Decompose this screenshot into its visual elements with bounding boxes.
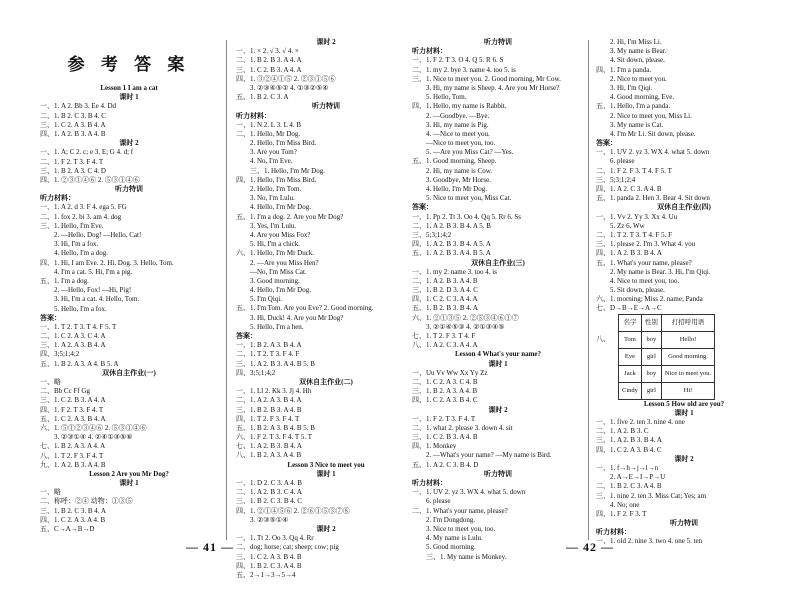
col2-line: 二、1. T 2. T 3. F 4. F: [236, 350, 300, 359]
col3-line: 四、1. Hello, my name is Rabbit.: [412, 102, 507, 111]
col3-line: 五、1. A 2. C 3. B 4. D: [412, 460, 479, 469]
col3-line: 七、1. T 2. F 3. T 4. F: [412, 332, 476, 340]
page-number-right: — 42 —: [566, 540, 614, 554]
col3-line: 4. Hello, I'm Mr Dog.: [426, 185, 487, 193]
col4_top-line: 4. Nice to meet you, too.: [610, 276, 680, 285]
table-header-cell: 打招呼用语: [661, 314, 714, 331]
col3-line: 2. —What's your name? —My name is Bird.: [426, 451, 552, 460]
col1-line: 双休自主作业(一): [102, 368, 156, 377]
column-2: [236, 38, 416, 580]
col3-line: 三、1. My name is Monkey.: [426, 552, 507, 561]
col4_top-line: 5. Sit down, please.: [610, 286, 665, 295]
col2-line: 五、1. I'm a dog. 2. Are you Mr Dog?: [236, 212, 344, 221]
column-3: [412, 38, 584, 562]
col3-line: 听力材料：: [412, 479, 447, 487]
col1-line: 一、1. T 2. T 3. T 4. F 5. T: [40, 322, 117, 331]
col2-line: 五、1. B 2. A 3. B 4. B 5. B: [236, 423, 315, 432]
col3-line: 2. I'm Dongdong.: [426, 515, 476, 524]
col3-line: 5. Nice to meet you, Miss Cat.: [426, 194, 512, 203]
col2-line: 一、1. × 2. √ 3. √ 4. ×: [236, 47, 299, 56]
col3-line: 四、1. C 2. A 3. B 4. C: [412, 396, 478, 405]
col4_top-line: 3. My name is Bear.: [610, 47, 667, 56]
col3-line: 听力特训: [484, 469, 512, 478]
column-4: [596, 38, 772, 547]
col4_bottom-line: 课时 2: [674, 454, 694, 463]
col3-line: 一、Uu Vv Ww Xx Yy Zz: [412, 368, 488, 377]
col1-line: 六、1. ⑤①②③④⑥ 2. ⑤③①④⑥: [40, 423, 147, 432]
col4_top-line: 三、5;3;1;2;4: [596, 175, 636, 184]
col1-line: Lesson 1 I am a cat: [100, 84, 158, 92]
col4_bottom-line: 四、1. F 2. F 3. T: [596, 509, 647, 518]
col2-line: 4. Hello, I'm Mr Dog.: [250, 203, 311, 212]
col3-line: 五、1. A 2. B 3. A 4. B 5. A: [412, 249, 491, 258]
col1-line: 2. —Hello, Fox! —Hi, Pig!: [54, 286, 132, 295]
col2-line: 六、1. F 2. T 3. F 4. T 5. T: [236, 433, 312, 442]
col3-line: 一、1. Pp 2. Tt 3. Oo 4. Qq 5. Rr 6. Ss: [412, 212, 521, 221]
table-row: [619, 331, 715, 348]
table-row: [619, 365, 715, 382]
col1-line: 一、1. A 2. d 3. F 4. ega 5. FG: [40, 203, 127, 212]
col4_top-line: 2. Hi, I'm Miss Li.: [610, 38, 662, 46]
col1-line: 3. Hi, I'm a fox.: [54, 240, 99, 249]
col3-line: 二、1. C 2. A 3. C 4. B: [412, 377, 478, 386]
col4_bottom-line: Lesson 5 How old are you?: [643, 399, 725, 408]
col2-line: 一、1. N 2. L 3. L 4. B: [236, 120, 302, 129]
col1-line: 二、1. F 2. T 3. F 4. T: [40, 157, 104, 166]
col1-line: 4. I'm a cat. 5. Hi, I'm a pig.: [54, 267, 133, 276]
col3-line: 5. Hello, Tom.: [426, 93, 467, 102]
col4_top-line: 4. Sit down, please.: [610, 56, 665, 65]
col2-line: 五、1. B 2. C 3. A: [236, 93, 289, 102]
col3-line: 五、1. Good morning, Sheep.: [412, 157, 497, 166]
col3-line: 一、1. my 2. name 3. too 4. is: [412, 267, 497, 276]
column-divider: [588, 40, 589, 540]
col2-line: 4. Are you Miss Fox?: [250, 230, 311, 239]
col2-line: 三、1. C 2. B 3. A 4. A: [236, 65, 302, 74]
col1-line: 三、1. B 2. C 3. B 4. A: [40, 506, 106, 515]
col4_bottom-line: 听力特训: [670, 519, 698, 528]
col1-line: 答案：: [40, 313, 61, 322]
col2-line: 答案：: [236, 332, 257, 340]
col2-line: 二、1. A 2. B 3. C 4. A: [236, 488, 302, 497]
col1-line: 五、1. C 2. A 3. B 4. A: [40, 414, 106, 423]
col3-line: —Nice to meet you, too.: [426, 139, 496, 148]
col4_top-line: 双休自主作业(四): [657, 203, 711, 212]
col2-line: 四、1. T 2. F 3. F 4. T: [236, 414, 300, 423]
col2-line: 听力特训: [312, 102, 340, 111]
col1-line: 四、1. ②③①④⑥ 2. ⑤③①④⑥: [40, 175, 140, 184]
col3-line: 二、1. my 2. bye 3. name 4. too 5. is: [412, 65, 516, 74]
col2-line: 四、3;5;1;4;2: [236, 368, 276, 377]
col4_bottom-line: 一、1. old 2. nine 3. two 4. one 5. ten: [596, 537, 703, 546]
table-label: 八、: [596, 334, 610, 343]
col3-line: 一、1. UV 2. yz 3. WX 4. what 5. down: [412, 488, 526, 497]
col2-line: 八、1. B 2. A 3. A 4. B: [236, 451, 302, 460]
col2-line: Lesson 3 Nice to meet you: [287, 460, 365, 469]
col1-line: 二、1. C 2. A 3. C 4. A: [40, 332, 106, 341]
col3-line: 一、1. F 2. T 3. F 4. T: [412, 414, 476, 423]
col3-line: 四、1. Monkey: [412, 442, 457, 451]
col3-line: 三、1. Nice to meet you. 2. Good morning, Mr Cow.: [412, 74, 561, 83]
col2-line: 课时 2: [316, 38, 336, 46]
col1-line: 五、1. I'm a dog.: [40, 276, 89, 285]
col3-line: 听力材料：: [412, 47, 447, 56]
col1-line: 一、1. A 2. Bb 3. Ee 4. Dd: [40, 102, 117, 111]
col2-line: 三、1. B 2. C 3. B 4. C: [236, 497, 302, 506]
col2-line: 课时 2: [316, 524, 336, 533]
col2-line: 一、1. Tt 2. Oo 3. Qq 4. Rr: [236, 534, 314, 543]
col3-line: 听力特训: [484, 38, 512, 46]
col3-line: 3. Nice to meet you, too.: [426, 524, 496, 533]
col2-line: 4. No, I'm Eve.: [250, 157, 293, 166]
col2-line: 五、1. I'm Tom. Are you Eve? 2. Good morning.: [236, 304, 374, 313]
col4_top-line: 四、1. A 2. B 3. B 4. A: [596, 249, 662, 258]
col4_top-line: 七、D→B→E→A→C: [596, 304, 662, 313]
col3-line: 2. Hi, my name is Cow.: [426, 166, 493, 175]
col3-line: 八、1. A 2. C 3. A 4. A: [412, 341, 478, 350]
col1-line: 三、1. B 2. A 3. C 4. D: [40, 166, 106, 175]
col4_bottom-line: 一、1. f→h→j→l→n: [596, 463, 659, 472]
col1-line: 一、略: [40, 488, 61, 497]
col1-line: 三、1. A 2. A 3. B 4. A: [40, 341, 106, 350]
col4_top-line: 6. please: [610, 157, 635, 166]
col4_bottom-line: 听力材料：: [596, 528, 631, 537]
col1-line: 九、1. A 2. B 3. A 4. B: [40, 460, 106, 469]
col2-line: 4. Hello, I'm Mr Dog.: [250, 286, 311, 295]
col4_top-line: 二、1. F 2. F 3. T 4. F 5. T: [596, 166, 672, 175]
col4_bottom-line: 三、1. A 2. B 3. B 4. A: [596, 436, 662, 445]
col3-line: 3. Hi, my name is Sheep. 4. Are you Mr Horse?: [426, 83, 560, 92]
col1-line: 八、1. T 2. F 3. F 4. T: [40, 451, 104, 460]
col4_top-line: 五、1. What's your name, please?: [596, 258, 692, 267]
col2-line: 3. ②③⑤①④: [250, 515, 289, 524]
col1-line: 听力材料：: [40, 194, 75, 203]
col3-line: 二、1. What's your name, please?: [412, 506, 508, 515]
col2-line: 听力材料：: [236, 111, 271, 120]
table-cell: Good morning.: [661, 348, 714, 365]
col1-line: 三、1. C 2. A 3. B 4. A: [40, 120, 106, 129]
col4_top-line: 4. I'm Mr Li. Sit down, please.: [610, 129, 696, 138]
col4_top-line: 2. Nice to meet you.: [610, 74, 667, 83]
col4_bottom-line: 三、1. nine 2. ten 3. Miss Cat; Yes; am: [596, 491, 707, 500]
col4_top-line: 一、1. UV 2. yz 3. WX 4. what 5. down: [596, 148, 710, 157]
col3-line: 答案：: [412, 203, 433, 212]
col3-line: 三、1. B 2. D 3. A 4. C: [412, 286, 478, 295]
col2-line: 七、1. A 2. B 3. B 4. A: [236, 442, 302, 451]
col4_top-line: 2. My name is Bear. 3. Hi, I'm Qiqi.: [610, 267, 711, 276]
col2-line: 3. Good morning.: [250, 276, 300, 285]
table-row: [619, 382, 715, 399]
col2-line: 2. Hello, I'm Miss Bird.: [250, 139, 317, 148]
col2-line: 一、1. B 2. A 3. B 4. A: [236, 341, 302, 350]
page-title: 参 考 答 案: [67, 55, 191, 74]
col4_top-line: 答案：: [596, 139, 617, 148]
table-header-cell: 性别: [641, 314, 661, 331]
col2-line: 3. Hi, Duck! 4. Are you Mr Dog?: [250, 313, 344, 322]
col4_bottom-line: 4. No; one: [610, 500, 640, 509]
col4_bottom-line: 二、1. A 2. B 3. C: [596, 427, 649, 436]
col1-line: 一、略: [40, 378, 61, 386]
col4_top-line: 一、1. Vv 2. Yy 3. Xx 4. Uu: [596, 212, 678, 221]
col4_top-line: 四、1. A 2. C 3. A 4. B: [596, 185, 662, 193]
col2-line: 2. —Are you Miss Hen?: [250, 258, 319, 267]
col2-line: 四、1. ③②④①⑤ 2. ②③①⑤⑥: [236, 74, 336, 83]
col2-line: 2. Hello, I'm Tom.: [250, 185, 302, 193]
col1-line: 二、1. B 2. C 3. B 4. C: [40, 111, 106, 120]
col3-line: 三、5;3;1;4;2: [412, 230, 452, 239]
column-divider: [226, 40, 227, 540]
col4_bottom-line: 四、1. C 2. A 3. B 4. C: [596, 445, 662, 454]
col3-line: 四、1. A 2. B 3. B 4. A 5. A: [412, 240, 491, 249]
col2-line: 六、1. Hello, I'm Mr Duck.: [236, 249, 315, 258]
col1-line: 四、1. A 2. B 3. A 4. B: [40, 129, 106, 138]
col2-line: 3. Are you Tom?: [250, 148, 297, 157]
table-cell: Nice to meet you.: [661, 365, 714, 382]
col3-line: Lesson 4 What's your name?: [454, 350, 542, 359]
col1-line: 3. Hi, I'm a cat. 4. Hello, Tom.: [54, 295, 140, 304]
col2-line: 一、1. D 2. C 3. A 4. B: [236, 479, 302, 487]
col2-line: 3. No, I'm Lulu.: [250, 194, 295, 203]
col4_bottom-line: 二、1. B 2. C 3. A 4. B: [596, 482, 662, 491]
col1-line: 5. Hello, I'm a fox.: [54, 304, 107, 313]
col2-line: 3. ②③④⑤① 4. ①③②⑤④: [250, 83, 329, 92]
col3-line: 6. please: [426, 497, 451, 506]
col1-line: Lesson 2 Are you Mr Dog?: [89, 469, 169, 478]
col1-line: 五、1. B 2. A 3. A 4. B 5. A: [40, 359, 119, 368]
col3-line: 课时 1: [488, 359, 508, 368]
col4_bottom-line: 课时 1: [674, 408, 694, 417]
col1-line: 2. —Hello, Dog! —Hello, Cat!: [54, 231, 142, 239]
col2-line: 四、1. ②①④⑤⑥ 2. ②⑥①⑤③⑦⑧: [236, 506, 350, 515]
right-page: [400, 0, 800, 598]
col3-line: 三、1. C 2. B 3. A 4. B: [412, 433, 478, 442]
col1-line: 课时 2: [119, 139, 139, 148]
col3-line: 2. —Goodbye. —Bye.: [426, 111, 490, 120]
col3-line: 六、1. ②①③⑤ 2. ②⑤③④⑥①⑦: [412, 313, 519, 322]
table-cell: girl: [641, 348, 661, 365]
col2-line: 5. Hello, I'm a hen.: [250, 322, 304, 331]
col4_bottom-line: 一、1. five 2. ten 3. nine 4. one: [596, 418, 685, 426]
col4_top-line: 三、1. please 2. I'm 3. What 4. you: [596, 240, 696, 249]
col2-line: 二、1. A 2. A 3. B 4. A: [236, 396, 302, 405]
col2-line: 二、1. Hello, Mr Dog.: [236, 129, 301, 138]
col4-bottom-lines: [596, 400, 772, 547]
col1-lines: [40, 84, 218, 534]
column-1: [40, 50, 218, 534]
table-header-row: [619, 314, 715, 331]
table-cell: Hello!: [661, 331, 714, 348]
col2-line: 双休自主作业(二): [299, 377, 353, 386]
table-cell: Cindy: [619, 382, 642, 399]
col4-top-lines: [596, 38, 772, 314]
table-cell: girl: [641, 382, 661, 399]
col4_top-line: 4. Good morning, Eve.: [610, 93, 675, 102]
col1-line: 听力特训: [115, 185, 143, 194]
col2-line: 5. Hi, I'm a chick.: [250, 240, 301, 249]
col4_top-line: 二、1. T 2. T 3. T 4. F 5. F: [596, 230, 672, 239]
table-cell: Hi!: [661, 382, 714, 399]
col1-line: 三、1. Hello, I'm Eve.: [40, 221, 104, 230]
col3-line: 5. Good morning.: [426, 543, 476, 552]
col1-line: 四、1. F 2. T 3. F 4. T: [40, 405, 104, 414]
col2-line: 三、1. A 2. B 3. A 4. B 5. B: [236, 359, 315, 368]
col2-line: 三、1. B 2. B 3. A 4. B: [236, 405, 302, 414]
col2-line: —No, I'm Miss Cat.: [250, 267, 307, 276]
col3-line: 3. Hi, my name is Pig.: [426, 120, 489, 129]
col2-line: 二、dog; horse; cat; sheep; cow; pig: [236, 543, 339, 552]
col1-line: 四、3;5;1;4;2: [40, 350, 80, 359]
col1-line: 二、Bb Cc Ff Gg: [40, 387, 90, 396]
col1-line: 七、1. B 2. A 3. A 4. A: [40, 442, 106, 451]
table-cell: boy: [641, 365, 661, 382]
col4_top-line: 2. Nice to meet you, Miss Li.: [610, 111, 692, 120]
col1-line: 课时 1: [119, 93, 139, 102]
col1-line: 二、称呼：②④ 动物：①③⑤: [40, 497, 133, 506]
col2-line: 三、1. C 2. A 3. B 4. B: [236, 552, 302, 561]
col2-line: 课时 1: [316, 469, 336, 478]
col3-line: 双休自主作业(三): [471, 258, 525, 267]
col1-line: 3. ②③①④ 4. ②④①③⑤⑥: [54, 433, 133, 442]
col4_bottom-line: 2. A→E→I→P→U: [610, 473, 666, 482]
col2-line: 一、1. Ll 2. Kk 3. Jj 4. Hh: [236, 387, 312, 396]
col3-line: 二、1. what 2. please 3. down 4. sit: [412, 423, 513, 432]
col1-line: 四、1. Hi, I am Eve. 2. Hi, Dog. 3. Hello, Tom.: [40, 258, 174, 267]
table-body: [619, 331, 715, 399]
col3-line: 4. My name is Lulu.: [426, 534, 483, 543]
col4_top-line: 五、1. Hello, I'm a panda.: [596, 102, 671, 111]
col1-line: 三、1. C 2. B 3. A 4. A: [40, 396, 106, 405]
col3-line: 4. —Nice to meet you.: [426, 129, 490, 138]
col4_top-line: 五、1. panda 2. Hen 3. Bear 4. Sit down: [596, 194, 710, 203]
col1-line: 五、C→A→B→D: [40, 525, 95, 533]
col3-line: 五、1. B 2. B 3. B 4. A: [412, 304, 478, 313]
col4_top-line: 四、1. I'm a panda.: [596, 65, 652, 74]
col2-line: 四、1. Hello, I'm Miss Bird.: [236, 175, 317, 184]
col2-line: 四、1. B 2. C 3. A 4. B: [236, 561, 302, 570]
table-cell: Eve: [619, 348, 642, 365]
col1-line: 4. Hello, I'm a dog.: [54, 249, 108, 258]
table-cell: boy: [641, 331, 661, 348]
col2-line: 二、1. B 2. B 3. A 4. A: [236, 56, 302, 65]
col3-line: 三、1. B 2. A 3. A 4. B: [412, 387, 478, 396]
table-cell: Jack: [619, 365, 642, 382]
col1-line: 二、1. fox 2. bi 3. am 4. dog: [40, 212, 122, 221]
col3-line: 3. Goodbye, Mr Horse.: [426, 175, 491, 184]
col2-line: 五、2→1→3→5→4: [236, 570, 296, 579]
col4_top-line: 3. My name is Cat.: [610, 120, 664, 129]
col3-line: 3. ②①④⑤③ 4. ②①③④⑤: [426, 322, 505, 331]
greeting-table: [618, 314, 715, 400]
col2-line: 5. I'm Qiqi.: [250, 295, 282, 304]
col3-line: 二、1. A 2. B 3. A 4. B: [412, 276, 478, 285]
col4_top-line: 5. Zz 6. Ww: [610, 221, 645, 230]
col4_top-line: 六、1. morning; Miss 2. name; Panda: [596, 295, 703, 304]
col2-line: 3. Yes, I'm Lulu.: [250, 221, 297, 230]
col3-line: 二、1. A 2. B 3. B 4. A 5. B: [412, 221, 491, 230]
col2-line: 三、1. Hello, I'm Mr Dog.: [250, 166, 325, 175]
col4_top-line: 3. Hi, I'm Qiqi.: [610, 83, 653, 92]
page-number-left: — 41 —: [186, 540, 234, 554]
col3-line: 课时 2: [488, 405, 508, 414]
col1-line: 四、1. C 2. A 3. A 4. B: [40, 515, 106, 524]
table-row: [619, 348, 715, 365]
col3-line: 四、1. C 2. C 3. A 4. A: [412, 295, 478, 304]
col1-line: 课时 1: [119, 479, 139, 488]
col1-line: 一、1. A; C 2. c; e 3. E; G 4. d; f: [40, 148, 134, 157]
table-cell: Tom: [619, 331, 642, 348]
col3-line: 5. —Are you Miss Cat? —Yes.: [426, 148, 514, 157]
col3-line: 一、1. F 2. T 3. O 4. Q 5. R 6. S: [412, 56, 504, 65]
greeting-table-block: [596, 314, 772, 400]
table-header-cell: 名字: [619, 314, 642, 331]
